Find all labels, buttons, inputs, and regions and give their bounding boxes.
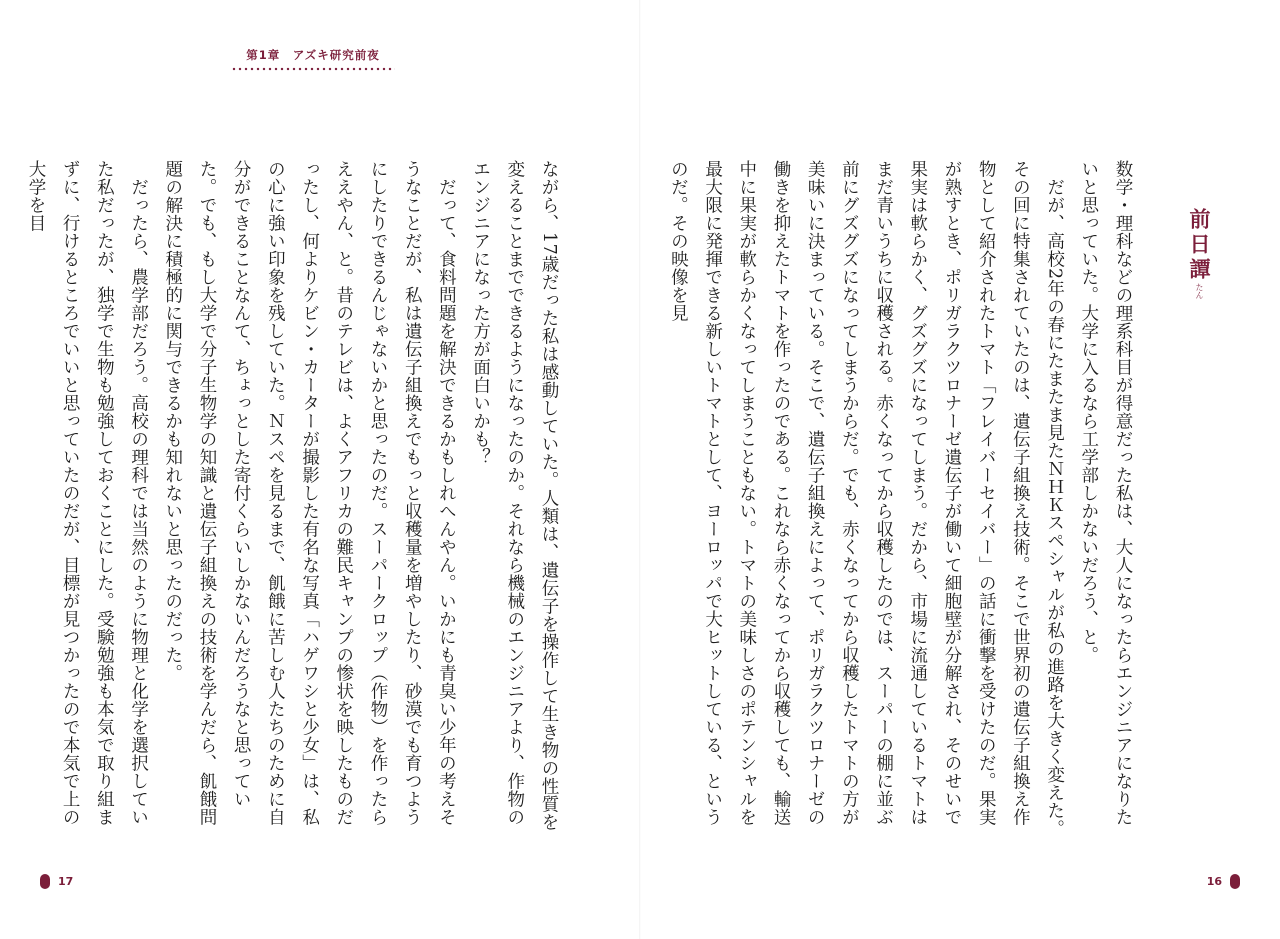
running-head: 第1章 アズキ研究前夜 [246,48,380,62]
left-page-body [25,160,566,840]
page-number-right [1207,874,1240,889]
paragraph: だって、食料問題を解決できるかもしれへんやん。いかにも青臭い少年の考えそうなことだが、私は遺伝子組換えでもっと収穫量を増やしたり、砂漠でも育つようにしたりできるんじゃないかと思ったのだ。スーパークロップ（作物）を作ったらええやん、と。昔のテレビは、よくアフリカの難民キャンプの惨状を映したものだったし、何よりケビン・カーターが撮影した有名な写真「ハゲワシと少女」は、私の心に強い印象を残していた。Ｎスペを見るまで、飢餓に苦しむ人たちのために自分ができることなんて、ちょっとした寄付くらいしかないんだろうなと思っていた。でも、もし大学で分子生物学の知識と遺伝子組換えの技術を学んだら、飢餓問題の解決に積極的に関与できるかも知れないと思ったのだった。 [162,160,457,826]
paragraph: ながら、17歳だった私は感動していた。人類は、遺伝子を操作して生き物の性質を変えることまでできるようになったのか。それなら機械のエンジニアより、作物のエンジニアになった方が面白いかも？ [470,160,559,832]
section-heading [1164,208,1214,308]
section-heading-text: 前日譚 [1187,208,1211,283]
page-number-text: 16 [1206,875,1222,888]
page-marker-icon [40,874,50,889]
page-number-text: 17 [58,875,74,888]
right-page-body [668,160,1140,840]
gutter [639,0,641,939]
running-head-dotted-rule [231,67,395,71]
page-number-left [40,874,73,889]
paragraph: だが、高校2年の春にたまたま見たＮＨＫスペシャルが私の進路を大きく変えた。その回に特集されていたのは、遺伝子組換え技術。そこで世界初の遺伝子組換え作物として紹介されたトマト「フレイバーセイバー」の話に衝撃を受けたのだ。果実が熟すとき、ポリガラクツロナーゼ遺伝子が働いて細胞壁が分解され、そのせいで果実は軟らかく、グズグズになってしまう。だから、市場に流通しているトマトはまだ青いうちに収穫される。赤くなってから収穫したのでは、スーパーの棚に並ぶ前にグズグズになってしまうからだ。でも、赤くなってから収穫したトマトの方が美味いに決まっている。そこで、遺伝子組換えによって、ポリガラクツロナーゼの働きを抑えたトマトを作ったのである。これなら赤くなってから収穫しても、輸送中に果実が軟らかくなってしまうこともない。トマトの美味しさのポテンシャルを最大限に発揮できる新しいトマトとして、ヨーロッパで大ヒットしている、というのだ。その映像を見 [668,160,1065,838]
paragraph: 数学・理科などの理系科目が得意だった私は、大人になったらエンジニアになりたいと思っていた。大学に入るなら工学部しかないだろう、と。 [1078,160,1133,826]
section-heading-ruby: たん [1195,283,1204,299]
paragraph: だったら、農学部だろう。高校の理科では当然のように物理と化学を選択していた私だったが、独学で生物も勉強しておくことにした。受験勉強も本気で取り組まずに、行けるところでいいと思っていたのだが、目標が見つかったので本気で上の大学を目 [25,160,149,826]
page-marker-icon [1230,874,1240,889]
